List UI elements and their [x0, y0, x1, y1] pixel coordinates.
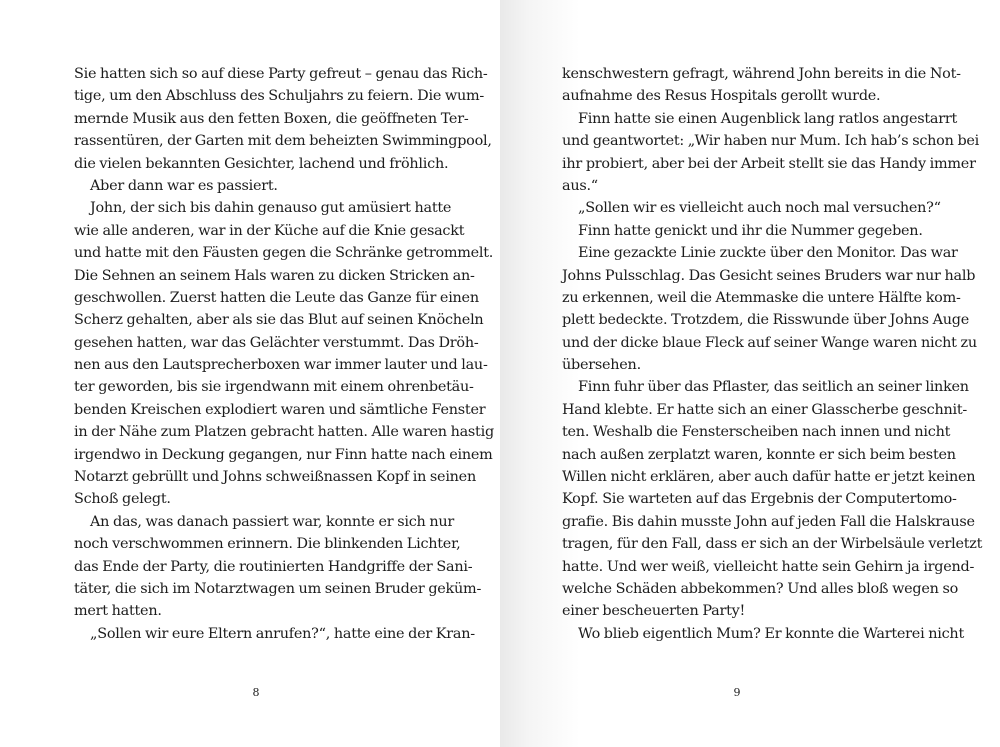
text-line: Finn hatte genickt und ihr die Nummer gegeben.: [578, 222, 923, 239]
text-line: wie alle anderen, war in der Küche auf die Knie gesackt: [74, 222, 465, 239]
text-line: Kopf. Sie warteten auf das Ergebnis der Computertomo-: [562, 491, 957, 508]
text-line: Johns Pulsschlag. Das Gesicht seines Bruders war nur halb: [562, 267, 976, 284]
text-line: ten. Weshalb die Fensterscheiben nach innen und nicht: [562, 424, 951, 441]
text-line: nen aus den Lautsprecherboxen war immer lauter und lau-: [74, 357, 488, 374]
text-line: mernde Musik aus den fetten Boxen, die geöffneten Ter-: [74, 110, 469, 127]
text-line: benden Kreischen explodiert waren und sämtliche Fenster: [74, 401, 486, 418]
right-page-text: [562, 63, 983, 645]
text-line: welche Schäden abbekommen? Und alles bloß wegen so: [562, 580, 959, 597]
text-line: gesehen hatten, war das Gelächter verstummt. Das Dröh-: [74, 334, 479, 351]
text-line: „Sollen wir es vielleicht auch noch mal versuchen?“: [578, 200, 941, 217]
text-line: Hand klebte. Er hatte sich an einer Glasscherbe geschnit-: [562, 401, 967, 418]
text-line: tragen, für den Fall, dass er sich an der Wirbelsäule verletzt: [562, 536, 983, 553]
text-line: aus.“: [562, 177, 598, 194]
text-line: in der Nähe zum Platzen gebracht hatten. Alle waren hastig: [74, 424, 494, 441]
text-line: übersehen.: [562, 357, 641, 374]
left-page-text: [74, 63, 494, 645]
text-line: Notarzt gebrüllt und Johns schweißnassen Kopf in seinen: [74, 469, 476, 486]
text-line: mert hatten.: [74, 603, 162, 620]
text-line: aufnahme des Resus Hospitals gerollt wurde.: [562, 88, 881, 105]
text-line: John, der sich bis dahin genauso gut amüsiert hatte: [90, 200, 452, 217]
text-line: plett bedeckte. Trotzdem, die Risswunde über Johns Auge: [562, 312, 969, 329]
text-line: und geantwortet: „Wir haben nur Mum. Ich hab’s schon bei: [562, 133, 980, 150]
text-line: geschwollen. Zuerst hatten die Leute das Ganze für einen: [74, 289, 479, 306]
text-line: rassentüren, der Garten mit dem beheizten Swimmingpool,: [74, 133, 492, 150]
text-line: und hatte mit den Fäusten gegen die Schränke getrommelt.: [74, 245, 494, 262]
text-line: zu erkennen, weil die Atemmaske die untere Hälfte kom-: [562, 289, 961, 306]
text-line: Die Sehnen an seinem Hals waren zu dicken Stricken an-: [74, 267, 475, 284]
text-line: Willen nicht erklären, aber auch dafür hatte er jetzt keinen: [562, 469, 976, 486]
text-line: Eine gezackte Linie zuckte über den Monitor. Das war: [578, 245, 958, 262]
text-line: Finn fuhr über das Pflaster, das seitlich an seiner linken: [578, 379, 969, 396]
text-line: ihr probiert, aber bei der Arbeit stellt sie das Handy immer: [562, 155, 976, 172]
text-line: „Sollen wir eure Eltern anrufen?“, hatte eine der Kran-: [90, 625, 475, 642]
text-line: Wo blieb eigentlich Mum? Er konnte die Warterei nicht: [578, 625, 964, 642]
text-line: Scherz gehalten, aber als sie das Blut auf seinen Knöcheln: [74, 312, 484, 329]
right-page-number: 9: [733, 686, 741, 699]
right-page: [500, 0, 1000, 747]
text-line: nach außen zerplatzt waren, konnte er sich beim besten: [562, 446, 956, 463]
text-line: täter, die sich im Notarztwagen um seinen Bruder geküm-: [74, 580, 482, 597]
text-line: grafie. Bis dahin musste John auf jeden Fall die Halskrause: [562, 513, 975, 530]
text-line: einer bescheuerten Party!: [562, 603, 746, 620]
text-line: hatte. Und wer weiß, vielleicht hatte sein Gehirn ja irgend-: [562, 558, 975, 575]
text-line: tige, um den Abschluss des Schuljahrs zu feiern. Die wum-: [74, 88, 485, 105]
text-line: Finn hatte sie einen Augenblick lang ratlos angestarrt: [578, 110, 958, 127]
text-line: ter geworden, bis sie irgendwann mit einem ohrenbetäu-: [74, 379, 474, 396]
text-line: Sie hatten sich so auf diese Party gefreut – genau das Rich-: [74, 66, 488, 82]
text-line: kenschwestern gefragt, während John bereits in die Not-: [562, 66, 961, 82]
text-line: Schoß gelegt.: [74, 491, 171, 508]
text-line: An das, was danach passiert war, konnte er sich nur: [90, 513, 455, 530]
text-line: noch verschwommen erinnern. Die blinkenden Lichter,: [74, 536, 461, 553]
text-line: das Ende der Party, die routinierten Handgriffe der Sani-: [74, 558, 473, 575]
text-line: die vielen bekannten Gesichter, lachend und fröhlich.: [74, 155, 449, 172]
text-line: Aber dann war es passiert.: [90, 177, 278, 194]
text-line: irgendwo in Deckung gegangen, nur Finn hatte nach einem: [74, 446, 493, 463]
left-page-number: 8: [252, 686, 260, 699]
text-line: und der dicke blaue Fleck auf seiner Wange waren nicht zu: [562, 334, 977, 351]
